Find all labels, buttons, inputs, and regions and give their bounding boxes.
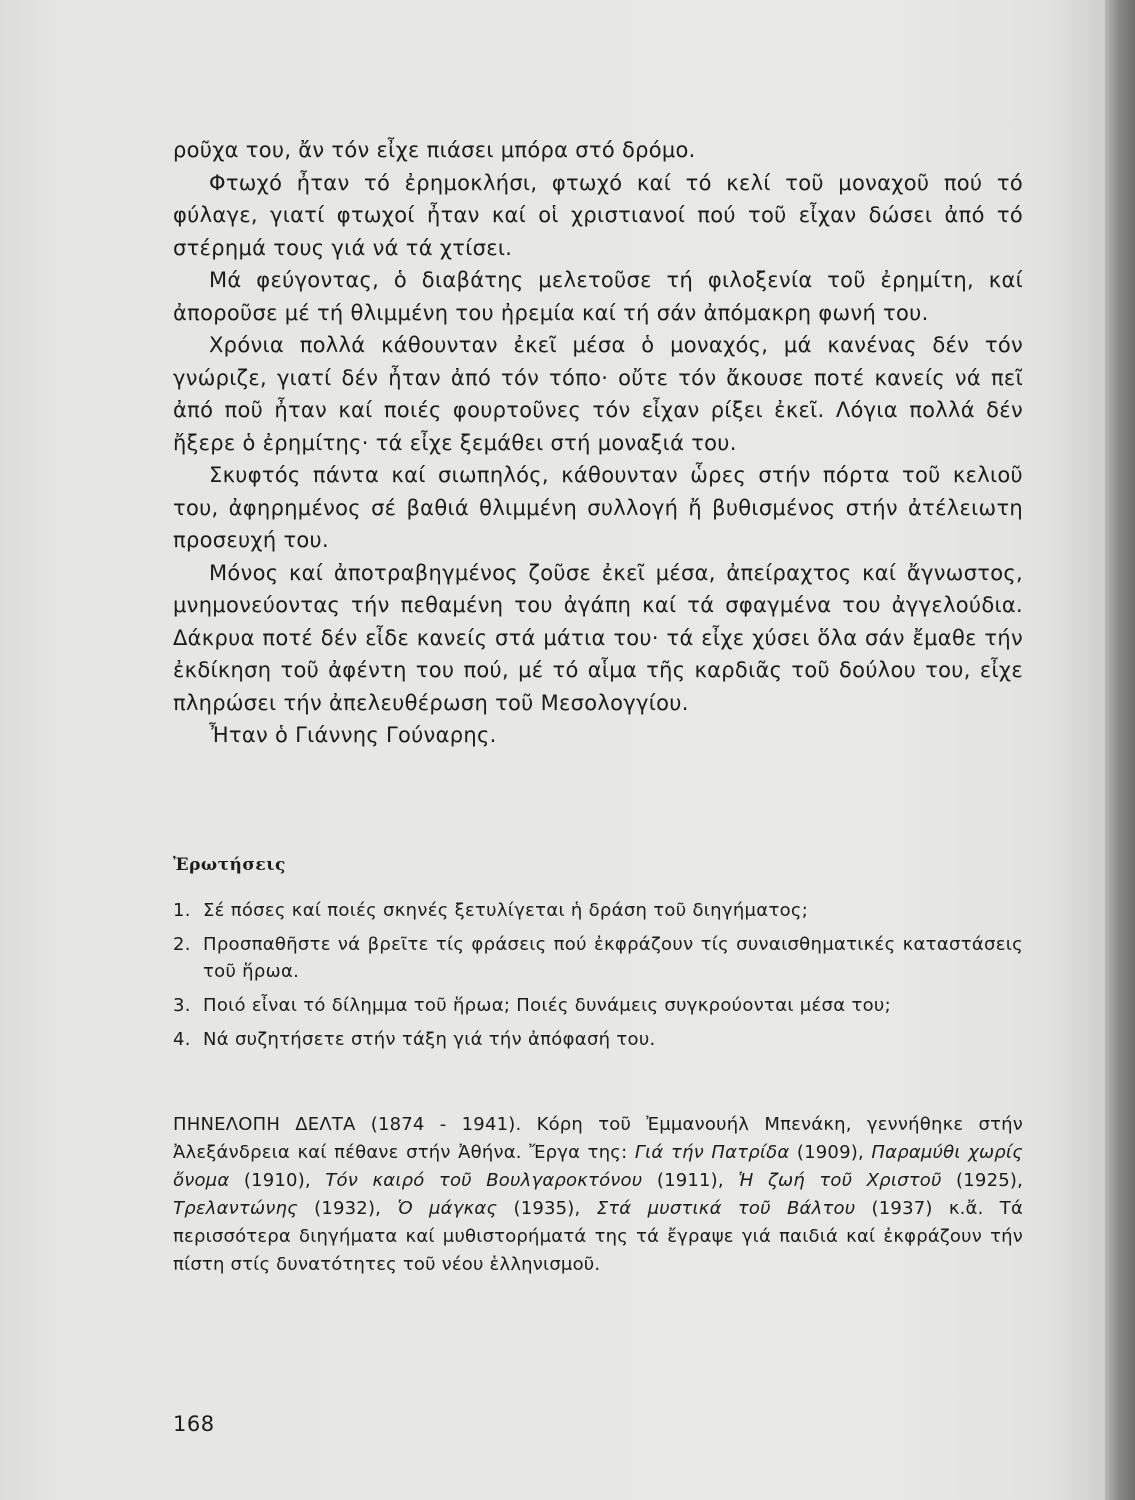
question-item [173, 931, 1023, 985]
work-title: Στά μυστικά τοῦ Βάλτου [596, 1197, 856, 1219]
question-item [173, 897, 1023, 924]
question-number: 2. [173, 933, 191, 955]
work-title: Ὁ μάγκας [397, 1197, 498, 1219]
author-biography [173, 1111, 1023, 1279]
author-name: ΠΗΝΕΛΟΠΗ ΔΕΛΤΑ [173, 1113, 356, 1135]
question-item [173, 1026, 1023, 1053]
work-title: Γιά τήν Πατρίδα [634, 1141, 790, 1163]
work-year: (1935), [513, 1197, 581, 1219]
work-year: (1911), [656, 1169, 724, 1191]
story-paragraph: Ἦταν ὁ Γιάννης Γούναρης. [209, 723, 497, 747]
work-year: (1909), [796, 1141, 864, 1163]
story-paragraph: Σκυφτός πάντα καί σιωπηλός, κάθουνταν ὧρες στήν πόρτα τοῦ κελιοῦ του, ἀφηρημένος σέ βαθιά θλιμμένη συλλογή ἤ βυθισμένος στήν ἀτέλειωτη προσευχή του. [173, 463, 1023, 552]
question-text: Νά συζητήσετε στήν τάξη γιά τήν ἀπόφασή του. [203, 1028, 656, 1050]
author-lifespan: (1874 - 1941). [370, 1113, 522, 1135]
questions-heading: Ἐρωτήσεις [173, 854, 286, 875]
work-title: Τόν καιρό τοῦ Βουλγαροκτόνου [325, 1169, 643, 1191]
question-text: Προσπαθῆστε νά βρεῖτε τίς φράσεις πού ἐκφράζουν τίς συναισθηματικές καταστάσεις τοῦ ἥρωα. [203, 933, 1023, 982]
work-title: Παραμύθι χωρίς ὄνομα [173, 1141, 1023, 1191]
questions-list [173, 897, 1023, 1053]
story-paragraph: ροῦχα του, ἄν τόν εἶχε πιάσει μπόρα στό δρόμο. [173, 138, 696, 162]
work-title: Τρελαντώνης [173, 1197, 298, 1219]
question-text: Ποιό εἶναι τό δίλημμα τοῦ ἥρωα; Ποιές δυνάμεις συγκρούονται μέσα του; [203, 994, 891, 1016]
page-content [173, 134, 1023, 1279]
story-paragraph: Χρόνια πολλά κάθουνταν ἐκεῖ μέσα ὁ μοναχός, μά κανένας δέν τόν γνώριζε, γιατί δέν ἦταν ἀπό τόν τόπο· οὔτε τόν ἄκουσε ποτέ κανείς νά πεῖ ἀπό ποῦ ἦταν καί ποιές φουρτοῦνες τόν εἶχαν ρίξει ἐκεῖ. Λόγια πολλά δέν ἤξερε ὁ ἐρημίτης· τά εἶχε ξεμάθει στή μοναξιά του. [173, 333, 1023, 455]
page-number: 168 [173, 1412, 215, 1436]
bio-intro: Κόρη τοῦ Ἐμμανουήλ Μπενάκη, γεννήθηκε στήν Ἀλεξάνδρεια καί πέθανε στήν Ἀθήνα. Ἔργα της: [173, 1113, 1024, 1163]
story-paragraph: Μά φεύγοντας, ὁ διαβάτης μελετοῦσε τή φιλοξενία τοῦ ἐρημίτη, καί ἀποροῦσε μέ τή θλιμμένη του ἠρεμία καί τή σάν ἀπόμακρη φωνή του. [173, 268, 1023, 325]
work-year: (1910), [243, 1169, 311, 1191]
work-title: Ἡ ζωή τοῦ Χριστοῦ [738, 1169, 942, 1191]
question-number: 1. [173, 899, 191, 921]
question-number: 3. [173, 994, 191, 1016]
question-number: 4. [173, 1028, 191, 1050]
bio-closing: Τά περισσότερα διηγήματα καί μυθιστορήματά της τά ἔγραψε γιά παιδιά καί ἐκφράζουν τήν πίστη στίς δυνατότητες τοῦ νέου ἑλληνισμοῦ. [173, 1197, 1024, 1275]
story-paragraph: Μόνος καί ἀποτραβηγμένος ζοῦσε ἐκεῖ μέσα, ἀπείραχτος καί ἄγνωστος, μνημονεύοντας τήν πεθαμένη του ἀγάπη καί τά σφαγμένα του ἀγγελούδια. Δάκρυα ποτέ δέν εἶδε κανείς στά μάτια του· τά εἶχε χύσει ὅλα σάν ἔμαθε τήν ἐκδίκηση τοῦ ἀφέντη του πού, μέ τό αἷμα τῆς καρδιᾶς τοῦ δούλου του, εἶχε πληρώσει τήν ἀπελευθέρωση τοῦ Μεσολογγίου. [173, 560, 1023, 715]
question-text: Σέ πόσες καί ποιές σκηνές ξετυλίγεται ἡ δράση τοῦ διηγήματος; [203, 899, 809, 921]
book-spine-shadow [1105, 0, 1135, 1500]
story-paragraph: Φτωχό ἦταν τό ἐρημοκλήσι, φτωχό καί τό κελί τοῦ μοναχοῦ πού τό φύλαγε, γιατί φτωχοί ἦταν καί οἱ χριστιανοί πού τοῦ εἶχαν δώσει ἀπό τό στέρημά τους γιά νά τά χτίσει. [173, 170, 1023, 260]
work-year: (1937) κ.ἄ. [871, 1197, 984, 1219]
question-item [173, 992, 1023, 1019]
work-year: (1932), [314, 1197, 382, 1219]
work-year: (1925), [956, 1169, 1024, 1191]
